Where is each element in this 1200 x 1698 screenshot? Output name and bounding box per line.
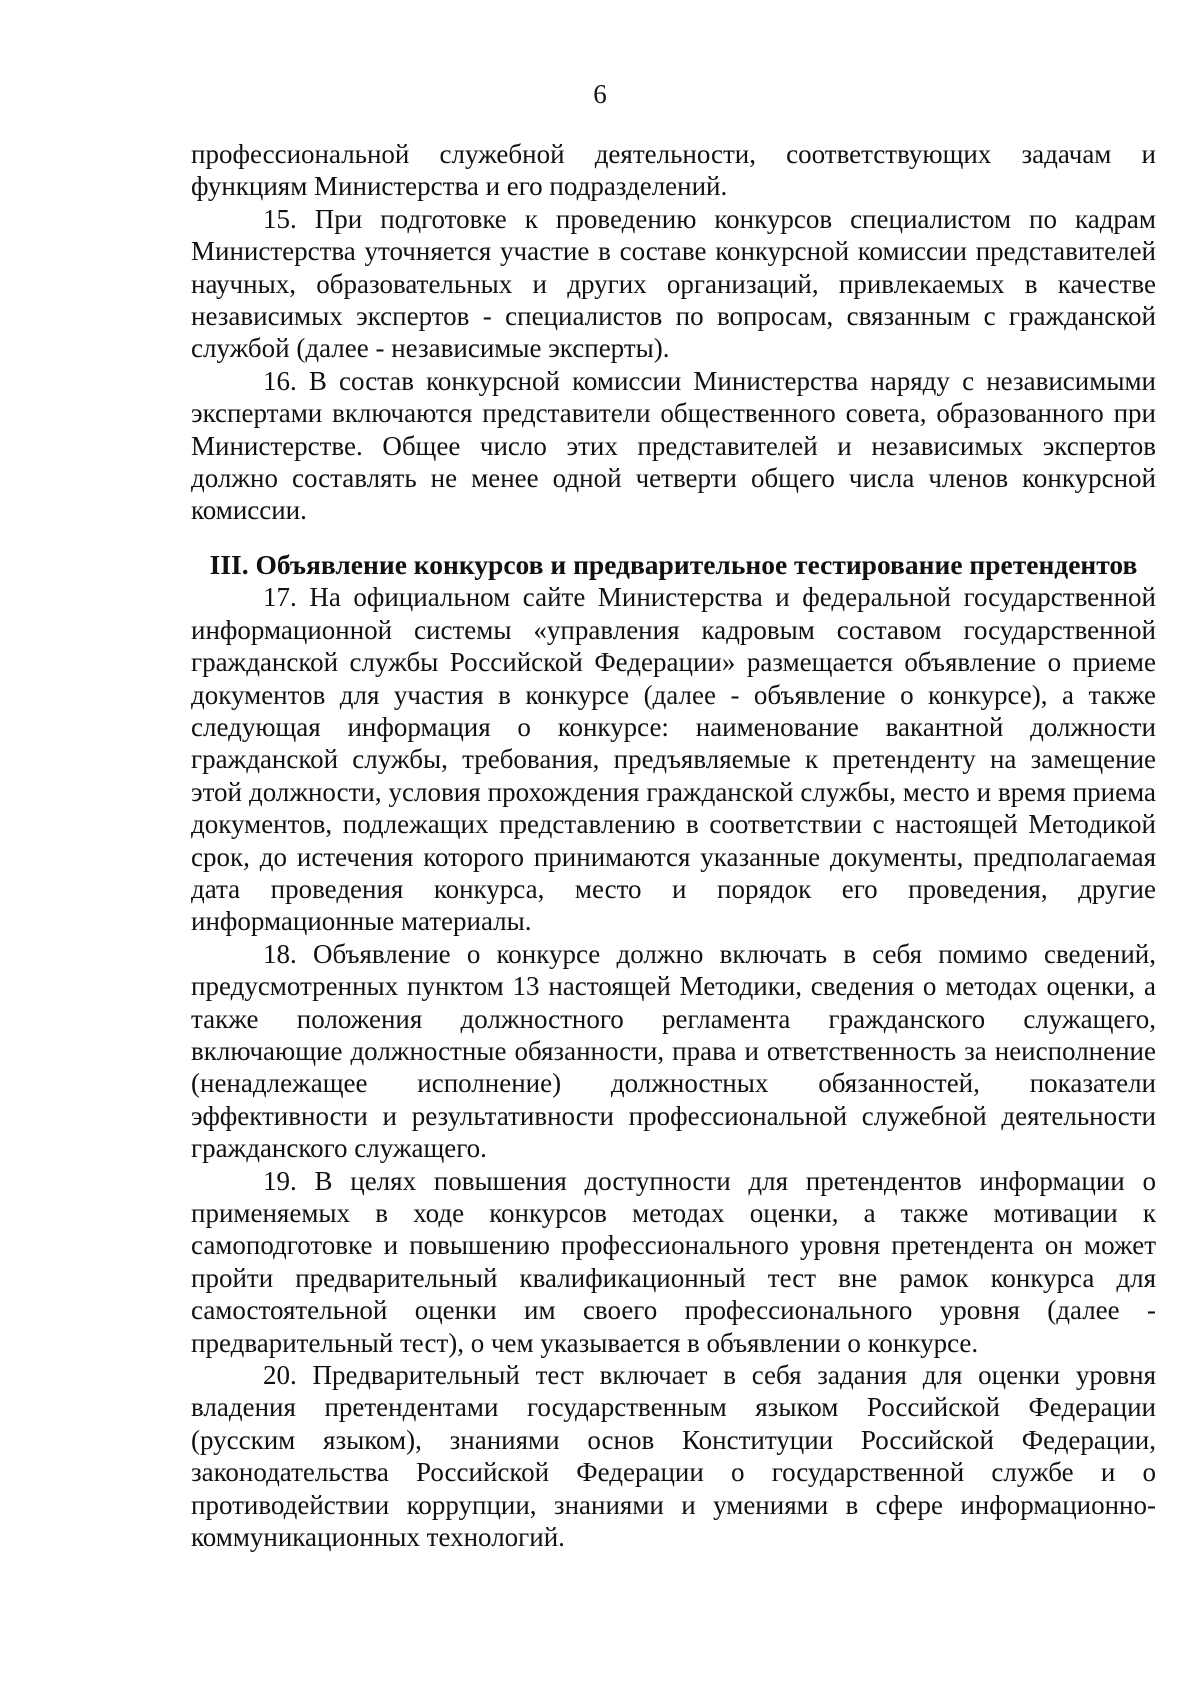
page-number: 6	[593, 79, 607, 109]
paragraph-18: 18. Объявление о конкурсе должно включать в себя помимо сведений, предусмотренных пунктом 13 настоящей Методики, сведения о методах оценки, а также положения должностного регламента гражданского служащего, включающие должностные обязанности, права и ответственность за неисполнение (ненадлежащее исполнение) должностных обязанностей, показатели эффективности и результативности профессиональной служебной деятельности гражданского служащего.	[191, 938, 1156, 1164]
paragraph-16: 16. В состав конкурсной комиссии Министерства наряду с независимыми экспертами включаются представители общественного совета, образованного при Министерстве. Общее число этих представителей и независимых экспертов должно составлять не менее одной четверти общего числа членов конкурсной комиссии.	[191, 365, 1156, 526]
paragraph-15: 15. При подготовке к проведению конкурсов специалистом по кадрам Министерства уточняется участие в составе конкурсной комиссии представителей научных, образовательных и других организаций, привлекаемых в качестве независимых экспертов - специалистов по вопросам, связанным с гражданской службой (далее - независимые эксперты).	[191, 203, 1156, 364]
paragraph-17: 17. На официальном сайте Министерства и федеральной государственной информационной системы «управления кадровым составом государственной гражданской службы Российской Федерации» размещается объявление о приеме документов для участия в конкурсе (далее - объявление о конкурсе), а также следующая информация о конкурсе: наименование вакантной должности гражданской службы, требования, предъявляемые к претенденту на замещение этой должности, условия прохождения гражданской службы, место и время приема документов, подлежащих представлению в соответствии с настоящей Методикой срок, до истечения которого принимаются указанные документы, предполагаемая дата проведения конкурса, место и порядок его проведения, другие информационные материалы.	[191, 582, 1156, 937]
document-body	[191, 138, 1156, 1553]
paragraph-continuation: профессиональной служебной деятельности, соответствующих задачам и функциям Министерства и его подразделений.	[191, 139, 1156, 202]
paragraph-20: 20. Предварительный тест включает в себя задания для оценки уровня владения претендентами государственным языком Российской Федерации (русским языком), знаниями основ Конституции Российской Федерации, законодательства Российской Федерации о государственной службе и о противодействии коррупции, знаниями и умениями в сфере информационно-коммуникационных технологий.	[191, 1360, 1156, 1553]
section-title: III. Объявление конкурсов и предварительное тестирование претендентов	[209, 548, 1138, 580]
paragraph-19: 19. В целях повышения доступности для претендентов информации о применяемых в ходе конкурсов методах оценки, а также мотивации к самоподготовке и повышению профессионального уровня претендента он может пройти предварительный квалификационный тест вне рамок конкурса для самостоятельной оценки им своего профессионального уровня (далее - предварительный тест), о чем указывается в объявлении о конкурсе.	[191, 1165, 1156, 1358]
